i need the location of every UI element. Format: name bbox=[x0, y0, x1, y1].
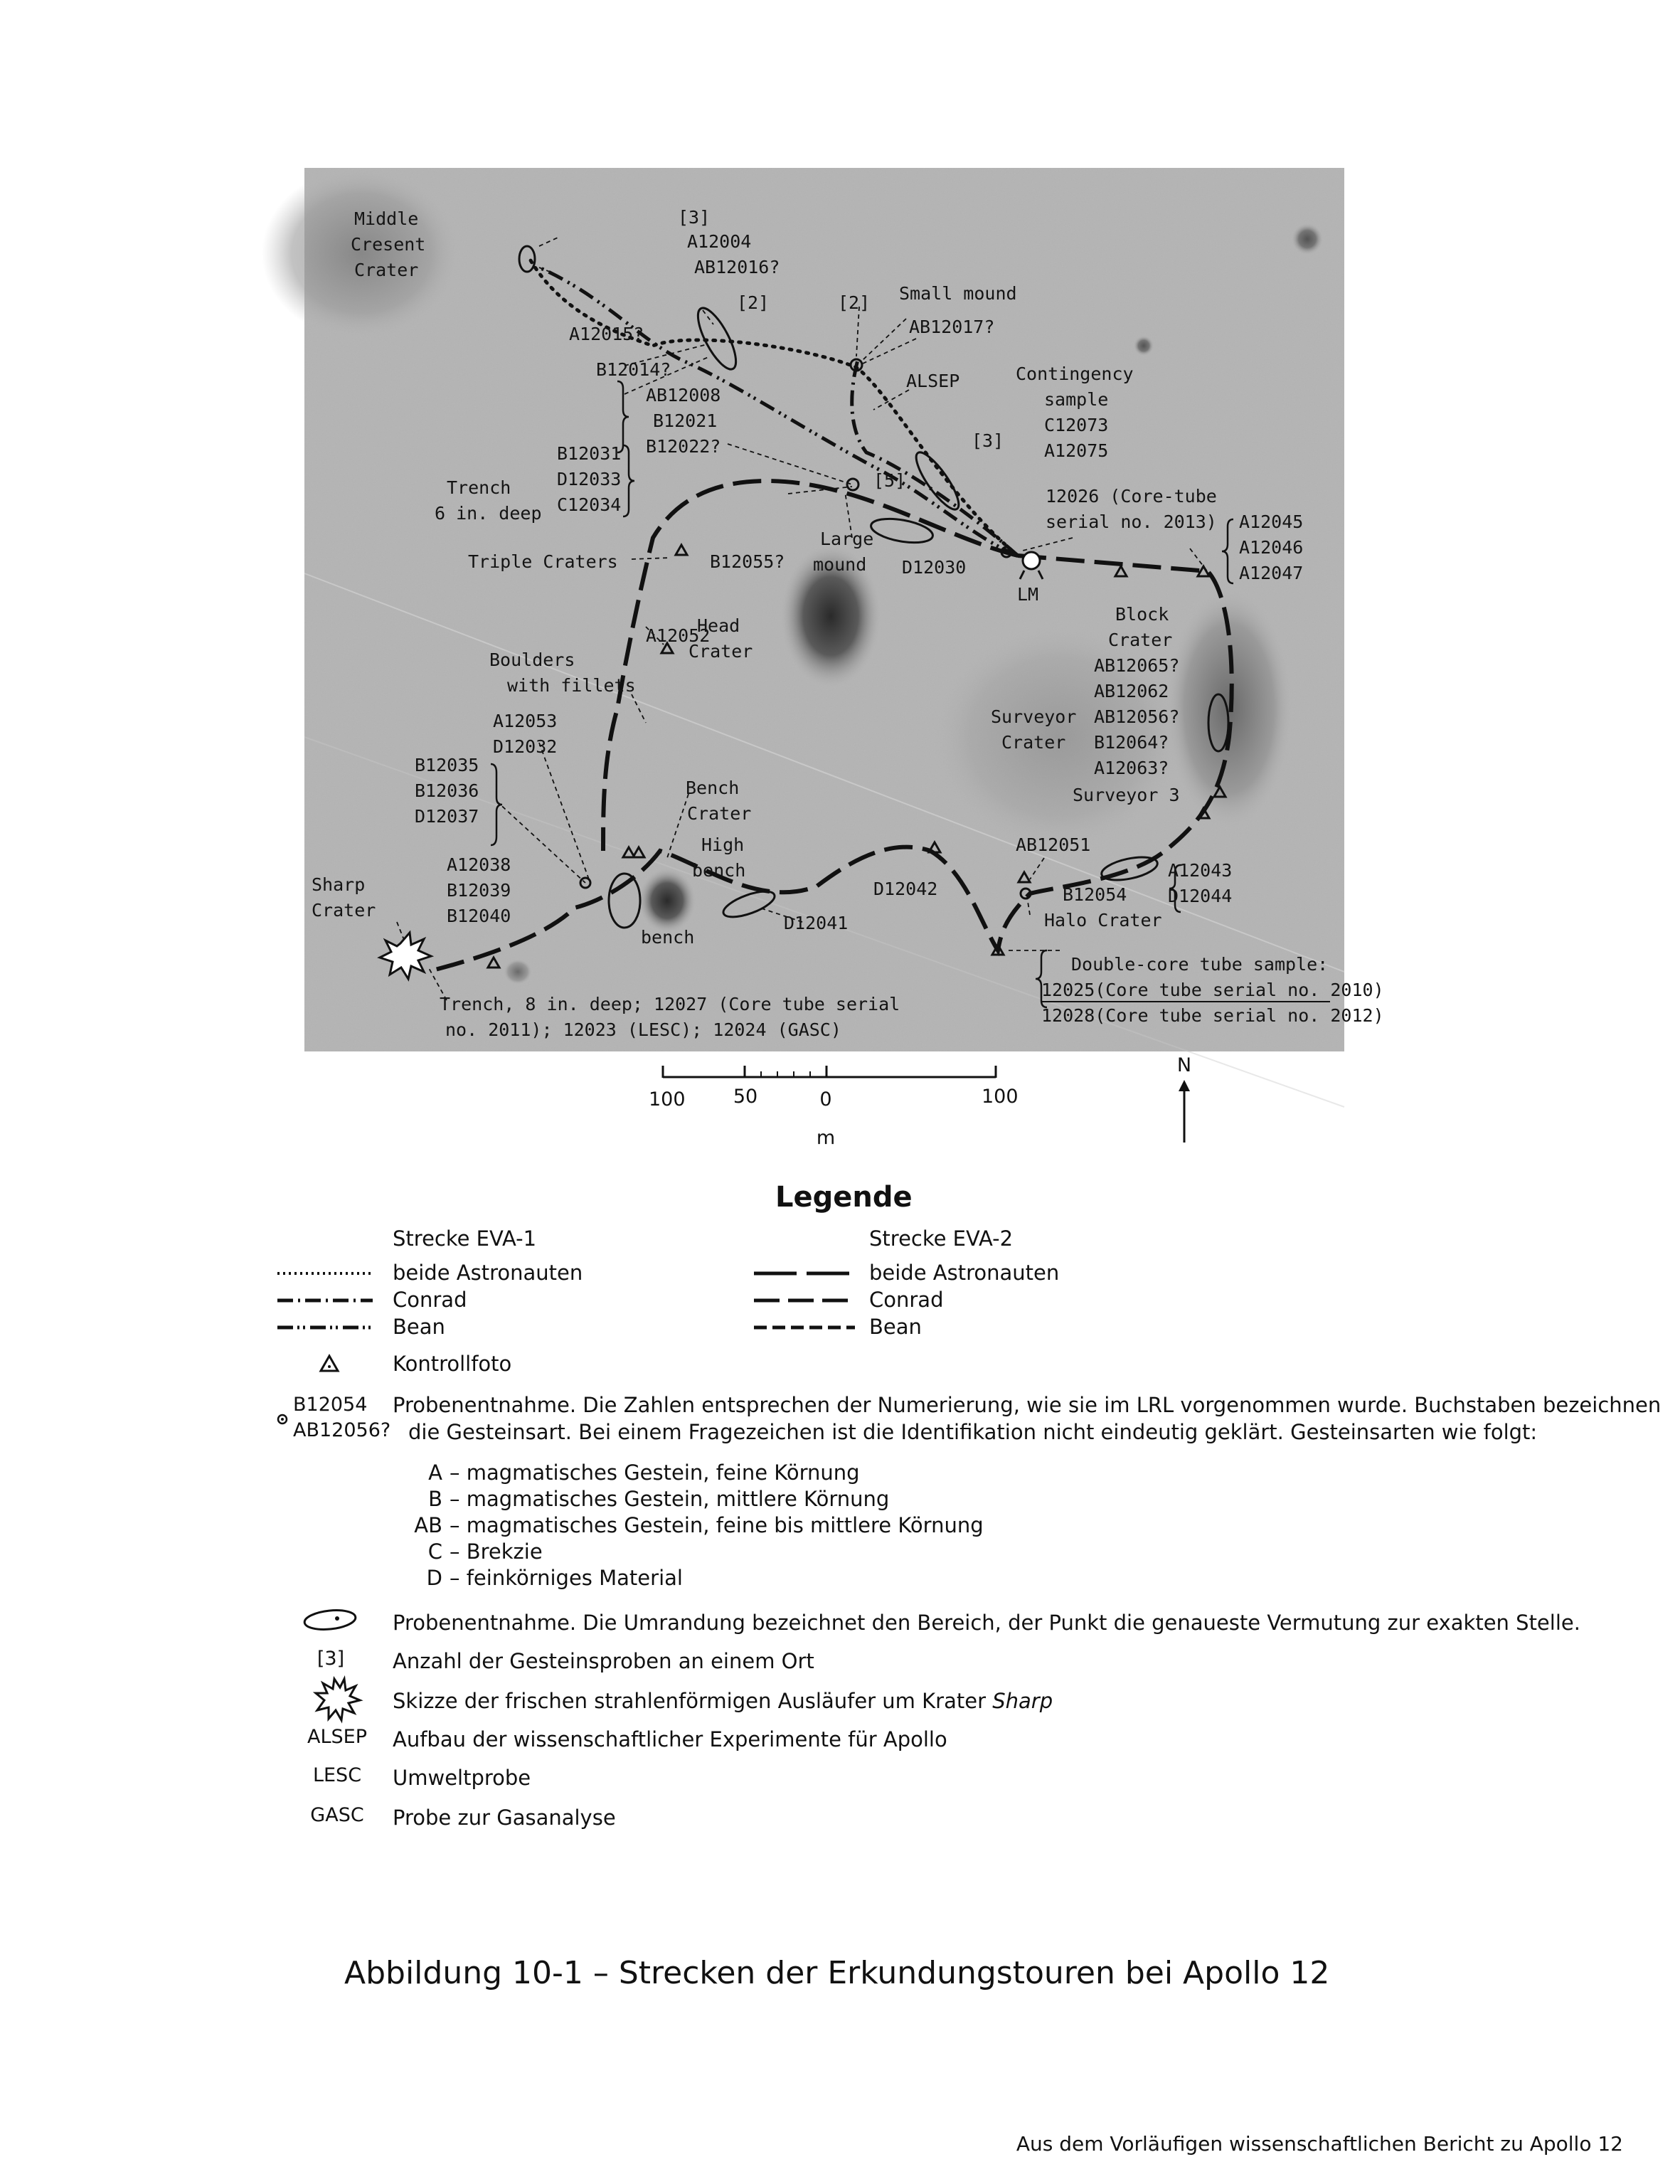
svg-text:Double-core tube sample:: Double-core tube sample: bbox=[1071, 954, 1329, 975]
label-trench: Trench bbox=[447, 477, 511, 498]
eva2-line-symbols bbox=[753, 1265, 856, 1336]
alsep-text: Aufbau der wissenschaftlicher Experimente für Apollo bbox=[393, 1727, 947, 1751]
rock-code: C bbox=[427, 1539, 442, 1564]
svg-text:bench: bench bbox=[692, 860, 746, 881]
svg-text:D12044: D12044 bbox=[1168, 886, 1233, 906]
north-label: N bbox=[1176, 1054, 1192, 1076]
svg-text:B12040: B12040 bbox=[447, 906, 511, 926]
page-footer: Aus dem Vorläufigen wissenschaftlichen Bericht zu Apollo 12 bbox=[1016, 2132, 1623, 2156]
sample-text-line: die Gesteinsart. Bei einem Fragezeichen ist die Identifikation nicht eindeutig geklärt. Gesteinsarten wie folgt: bbox=[408, 1420, 1538, 1444]
svg-text:B12031: B12031 bbox=[557, 443, 622, 464]
svg-text:6 in. deep: 6 in. deep bbox=[435, 503, 542, 524]
svg-text:no. 2011); 12023 (LESC); 12024: no. 2011); 12023 (LESC); 12024 (GASC) bbox=[445, 1019, 841, 1040]
rock-desc: – magmatisches Gestein, feine Körnung bbox=[450, 1461, 860, 1485]
rock-desc: – feinkörniges Material bbox=[450, 1566, 683, 1590]
svg-text:D12032: D12032 bbox=[493, 736, 558, 757]
svg-text:AB12051: AB12051 bbox=[1016, 834, 1091, 855]
eva1-bean: Bean bbox=[393, 1315, 445, 1339]
svg-text:[5]: [5] bbox=[873, 470, 906, 491]
svg-text:12026 (Core-tube: 12026 (Core-tube bbox=[1046, 486, 1217, 507]
scale-tick-label: 100 bbox=[982, 1086, 1019, 1108]
sample-symbol-label: AB12056? bbox=[293, 1419, 391, 1441]
rock-code: A bbox=[428, 1461, 442, 1485]
svg-text:A12038: A12038 bbox=[447, 854, 511, 875]
eva1-conrad: Conrad bbox=[393, 1288, 467, 1312]
rock-code: B bbox=[428, 1487, 442, 1511]
alsep-symbol: ALSEP bbox=[307, 1726, 367, 1748]
svg-text:C12034: C12034 bbox=[557, 494, 622, 515]
svg-text:D12033: D12033 bbox=[557, 469, 622, 489]
label-triple-craters: Triple Craters bbox=[468, 551, 618, 572]
lesc-symbol: LESC bbox=[312, 1764, 362, 1786]
sharp-name: Sharp bbox=[992, 1689, 1053, 1713]
sharp-star-icon bbox=[313, 1676, 363, 1723]
figure-caption: Abbildung 10-1 – Strecken der Erkundungstouren bei Apollo 12 bbox=[344, 1955, 1330, 1991]
svg-text:Crater: Crater bbox=[1001, 732, 1066, 753]
rock-code: AB bbox=[414, 1513, 442, 1537]
lesc-text: Umweltprobe bbox=[393, 1766, 531, 1790]
svg-text:AB12017?: AB12017? bbox=[909, 317, 995, 337]
bench-crater bbox=[639, 869, 696, 933]
kontrollfoto-text: Kontrollfoto bbox=[393, 1352, 512, 1376]
svg-text:B12014?: B12014? bbox=[596, 359, 671, 380]
svg-text:A12046: A12046 bbox=[1239, 537, 1304, 558]
svg-text:B12055?: B12055? bbox=[710, 551, 785, 572]
label-lm: LM bbox=[1017, 584, 1039, 605]
north-arrow-icon bbox=[1175, 1080, 1193, 1144]
svg-text:D12041: D12041 bbox=[784, 913, 849, 933]
eva1-line-symbols bbox=[276, 1265, 376, 1336]
svg-text:serial no. 2013): serial no. 2013) bbox=[1046, 511, 1217, 532]
eva2-conrad: Conrad bbox=[869, 1288, 944, 1312]
scale-tick-label: 0 bbox=[819, 1088, 832, 1110]
svg-text:A12063?: A12063? bbox=[1094, 758, 1169, 778]
svg-text:Contingency: Contingency bbox=[1016, 364, 1134, 384]
label-block-crater: Block bbox=[1115, 604, 1169, 625]
label-small-mound: Small mound bbox=[899, 283, 1017, 304]
label-head-crater: Head bbox=[697, 615, 740, 636]
svg-text:AB12062: AB12062 bbox=[1094, 681, 1169, 701]
rock-desc: – magmatisches Gestein, feine bis mittlere Körnung bbox=[450, 1513, 984, 1537]
svg-text:AB12016?: AB12016? bbox=[694, 257, 780, 277]
eva2-bean: Bean bbox=[869, 1315, 922, 1339]
svg-text:B12021: B12021 bbox=[653, 410, 718, 431]
svg-text:[3]: [3] bbox=[972, 430, 1004, 451]
svg-text:sample: sample bbox=[1044, 389, 1109, 410]
eva1-both: beide Astronauten bbox=[393, 1261, 583, 1285]
scale-tick-label: 50 bbox=[733, 1086, 758, 1108]
rock-code: D bbox=[426, 1566, 442, 1590]
svg-text:B12036: B12036 bbox=[415, 780, 479, 801]
svg-text:A12004: A12004 bbox=[687, 231, 752, 252]
area-text: Probenentnahme. Die Umrandung bezeichnet den Bereich, der Punkt die genaueste Vermutung zur exakten Stelle. bbox=[393, 1611, 1580, 1635]
svg-text:B12054: B12054 bbox=[1063, 884, 1127, 905]
eva1-heading: Strecke EVA-1 bbox=[393, 1226, 537, 1251]
svg-text:with fillets: with fillets bbox=[507, 675, 636, 696]
svg-text:Trench, 8 in. deep; 12027 (Cor: Trench, 8 in. deep; 12027 (Core tube serial bbox=[440, 994, 900, 1014]
svg-text:A12053: A12053 bbox=[493, 711, 558, 731]
rock-desc: – magmatisches Gestein, mittlere Körnung bbox=[450, 1487, 890, 1511]
label-middle-cresent: Middle bbox=[354, 208, 419, 229]
lunar-traverse-map bbox=[304, 168, 1384, 1051]
sample-symbol-label: B12054 bbox=[293, 1394, 368, 1416]
svg-text:Crater: Crater bbox=[1108, 630, 1173, 650]
svg-text:12028(Core tube serial no. 201: 12028(Core tube serial no. 2012) bbox=[1041, 1005, 1384, 1026]
rock-desc: – Brekzie bbox=[450, 1539, 543, 1564]
svg-text:AB12008: AB12008 bbox=[646, 385, 721, 405]
svg-text:Boulders: Boulders bbox=[489, 650, 575, 670]
eva2-both: beide Astronauten bbox=[869, 1261, 1060, 1285]
svg-text:D12037: D12037 bbox=[415, 806, 479, 827]
svg-text:D12042: D12042 bbox=[873, 879, 938, 899]
legend-title: Legende bbox=[775, 1181, 913, 1214]
svg-text:Surveyor 3: Surveyor 3 bbox=[1073, 785, 1180, 805]
svg-text:[2]: [2] bbox=[737, 292, 770, 313]
svg-text:B12035: B12035 bbox=[415, 755, 479, 775]
svg-text:D12030: D12030 bbox=[902, 557, 967, 578]
svg-text:A12015?: A12015? bbox=[569, 324, 644, 344]
svg-text:B12064?: B12064? bbox=[1094, 732, 1169, 753]
svg-text:AB12056?: AB12056? bbox=[1094, 706, 1180, 727]
sample-area-icon bbox=[302, 1608, 358, 1632]
count-text: Anzahl der Gesteinsproben an einem Ort bbox=[393, 1649, 814, 1673]
svg-text:Cresent: Cresent bbox=[351, 234, 426, 255]
svg-text:Large: Large bbox=[820, 529, 874, 549]
sharp-text: Skizze der frischen strahlenförmigen Ausläufer um Krater Sharp bbox=[393, 1689, 1053, 1713]
svg-text:[2]: [2] bbox=[838, 292, 871, 313]
svg-text:A12075: A12075 bbox=[1044, 440, 1109, 461]
count-symbol: [3] bbox=[317, 1648, 345, 1670]
svg-text:A12045: A12045 bbox=[1239, 511, 1304, 532]
triangle-icon bbox=[319, 1355, 340, 1373]
svg-text:A12052: A12052 bbox=[646, 625, 711, 646]
label-halo-crater: Halo Crater bbox=[1044, 910, 1162, 931]
svg-text:12025(Core tube serial no. 201: 12025(Core tube serial no. 2010) bbox=[1041, 980, 1384, 1000]
sample-point-icon bbox=[276, 1413, 289, 1426]
label-alsep: ALSEP bbox=[906, 371, 960, 391]
svg-text:B12022?: B12022? bbox=[646, 436, 721, 457]
label-bench-crater: Bench bbox=[686, 778, 740, 798]
eva2-heading: Strecke EVA-2 bbox=[869, 1226, 1014, 1251]
label-surveyor-crater: Surveyor bbox=[991, 706, 1077, 727]
svg-text:[3]: [3] bbox=[678, 207, 711, 228]
gasc-text: Probe zur Gasanalyse bbox=[393, 1806, 616, 1830]
sample-text-line: Probenentnahme. Die Zahlen entsprechen der Numerierung, wie sie im LRL vorgenommen wurde. Buchstaben bezeichnen bbox=[393, 1393, 1662, 1417]
svg-text:Crater: Crater bbox=[687, 803, 752, 824]
label-sharp-crater: Sharp bbox=[312, 874, 366, 895]
svg-text:Crater: Crater bbox=[354, 260, 419, 280]
svg-text:C12073: C12073 bbox=[1044, 415, 1109, 435]
svg-text:High: High bbox=[701, 834, 745, 855]
svg-text:AB12065?: AB12065? bbox=[1094, 655, 1180, 676]
gasc-symbol: GASC bbox=[310, 1804, 364, 1826]
scale-unit: m bbox=[816, 1127, 836, 1149]
svg-text:A12043: A12043 bbox=[1168, 860, 1233, 881]
svg-text:B12039: B12039 bbox=[447, 880, 511, 901]
svg-text:A12047: A12047 bbox=[1239, 563, 1304, 583]
scale-tick-label: 100 bbox=[649, 1088, 686, 1110]
svg-text:Crater: Crater bbox=[312, 900, 376, 921]
svg-text:Crater: Crater bbox=[689, 641, 753, 662]
svg-text:bench: bench bbox=[641, 927, 695, 948]
svg-text:mound: mound bbox=[813, 554, 867, 575]
